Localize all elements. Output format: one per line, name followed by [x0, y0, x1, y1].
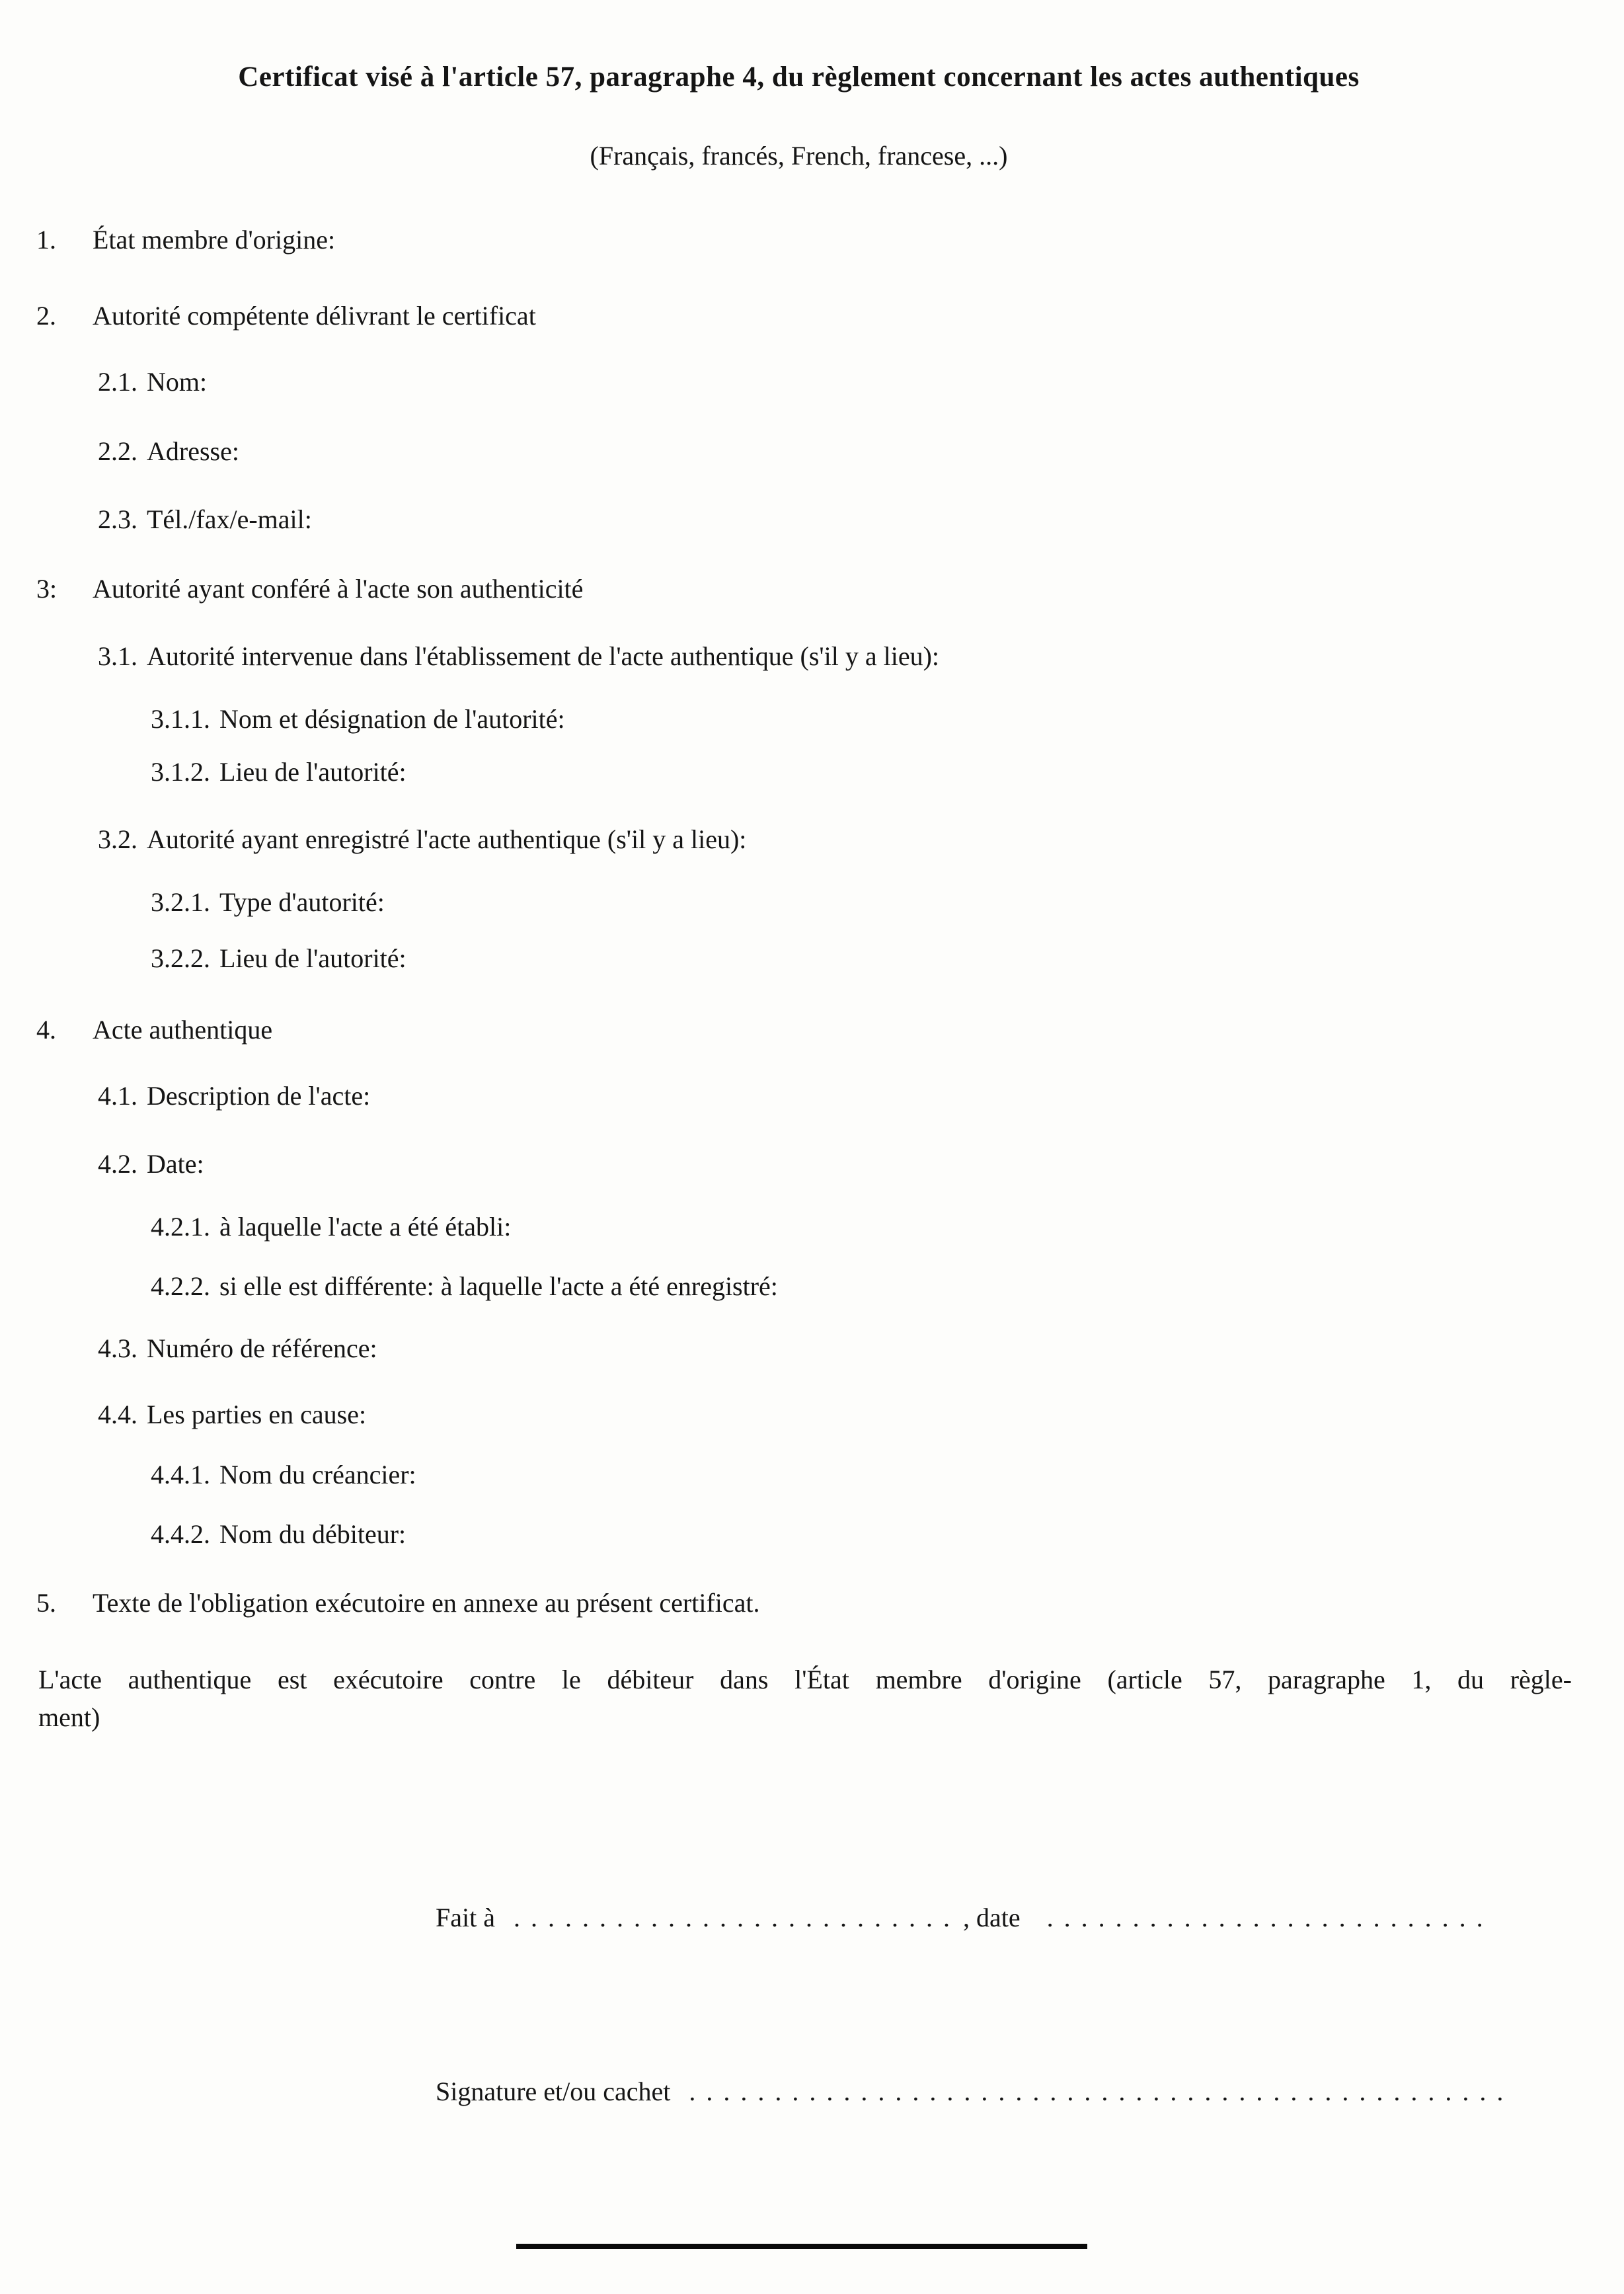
item-label: Adresse: — [147, 436, 239, 466]
item-label: Nom du créancier: — [219, 1460, 416, 1489]
item-label: Nom: — [147, 367, 208, 397]
item-number: 3.1.1. — [151, 704, 210, 734]
page-title: Certificat visé à l'article 57, paragraphe 4, du règlement concernant les actes authentiques — [238, 61, 1360, 93]
item-label: Autorité ayant conféré à l'acte son authenticité — [93, 574, 584, 604]
form-item — [36, 1587, 760, 1619]
item-number: 3.2. — [98, 824, 137, 854]
form-item — [98, 641, 939, 672]
form-item — [98, 1333, 377, 1365]
form-item — [151, 1211, 511, 1243]
signature-label: Signature et/ou cachet — [436, 2076, 671, 2106]
form-item — [151, 756, 406, 788]
item-label: à laquelle l'acte a été établi: — [219, 1212, 512, 1242]
item-number: 1. — [36, 225, 56, 255]
form-item — [36, 224, 335, 256]
item-label: Lieu de l'autorité: — [219, 943, 406, 973]
item-number: 5. — [36, 1588, 56, 1618]
item-number: 4.2. — [98, 1149, 137, 1179]
item-number: 3.2.2. — [151, 943, 210, 973]
item-number: 2.2. — [98, 436, 137, 466]
item-label: Type d'autorité: — [219, 887, 385, 917]
item-label: Tél./fax/e-mail: — [147, 504, 312, 534]
item-number: 4.4.1. — [151, 1460, 210, 1489]
item-number: 2. — [36, 301, 56, 331]
form-item — [151, 1271, 778, 1302]
item-label: Description de l'acte: — [147, 1081, 371, 1111]
item-label: si elle est différente: à laquelle l'acte a été enregistré: — [219, 1271, 778, 1301]
date-dotted-field: .......................... — [1046, 1903, 1494, 1932]
form-item — [36, 573, 583, 605]
item-number: 4.3. — [98, 1333, 137, 1363]
item-number: 4.4. — [98, 1400, 137, 1429]
page-subtitle: (Français, francés, French, francese, ...) — [590, 141, 1008, 171]
fait-label: Fait à — [436, 1903, 495, 1932]
item-number: 3.1. — [98, 641, 137, 671]
form-item — [98, 1148, 204, 1180]
page-bottom-rule — [516, 2244, 1087, 2249]
fait-dotted-field: .......................... — [513, 1903, 960, 1932]
item-number: 3.2.1. — [151, 887, 210, 917]
item-label: Autorité ayant enregistré l'acte authentique (s'il y a lieu): — [147, 824, 747, 854]
item-label: Acte authentique — [93, 1015, 273, 1045]
signature-line — [436, 2076, 1514, 2108]
form-item — [151, 887, 385, 918]
item-number: 3.1.2. — [151, 757, 210, 787]
item-label: Date: — [147, 1149, 204, 1179]
fait-date-line — [436, 1902, 1494, 1934]
form-item — [98, 824, 746, 855]
form-item — [98, 366, 207, 398]
item-number: 4.1. — [98, 1081, 137, 1111]
form-item — [151, 943, 406, 974]
item-number: 4.4.2. — [151, 1519, 210, 1549]
form-item — [151, 703, 565, 735]
item-label: Les parties en cause: — [147, 1400, 367, 1429]
form-item — [98, 1399, 366, 1431]
item-label: Nom du débiteur: — [219, 1519, 406, 1549]
form-item — [151, 1519, 406, 1550]
form-item — [151, 1459, 416, 1491]
item-label: État membre d'origine: — [93, 225, 336, 255]
item-number: 2.3. — [98, 504, 137, 534]
form-item — [36, 1014, 272, 1046]
item-number: 3: — [36, 574, 58, 604]
closing-paragraph-line2: ment) — [38, 1702, 100, 1732]
closing-paragraph — [38, 1661, 1572, 1736]
closing-paragraph-line1: L'acte authentique est exécutoire contre le débiteur dans l'État membre d'origine (article 57, paragraphe 1, du règle- — [38, 1665, 1572, 1694]
item-label: Lieu de l'autorité: — [219, 757, 406, 787]
item-number: 4.2.2. — [151, 1271, 210, 1301]
form-item — [98, 504, 312, 535]
item-label: Nom et désignation de l'autorité: — [219, 704, 565, 734]
item-number: 4.2.1. — [151, 1212, 210, 1242]
item-label: Texte de l'obligation exécutoire en annexe au présent certificat. — [93, 1588, 760, 1618]
date-label: , date — [962, 1903, 1021, 1932]
item-label: Autorité compétente délivrant le certificat — [93, 301, 536, 331]
item-number: 4. — [36, 1015, 56, 1045]
form-item — [36, 300, 536, 332]
form-item — [98, 436, 239, 467]
item-label: Autorité intervenue dans l'établissement de l'acte authentique (s'il y a lieu): — [147, 641, 940, 671]
signature-dotted-field: ................................................ — [689, 2076, 1514, 2106]
item-number: 2.1. — [98, 367, 137, 397]
item-label: Numéro de référence: — [147, 1333, 377, 1363]
form-item — [98, 1080, 370, 1112]
